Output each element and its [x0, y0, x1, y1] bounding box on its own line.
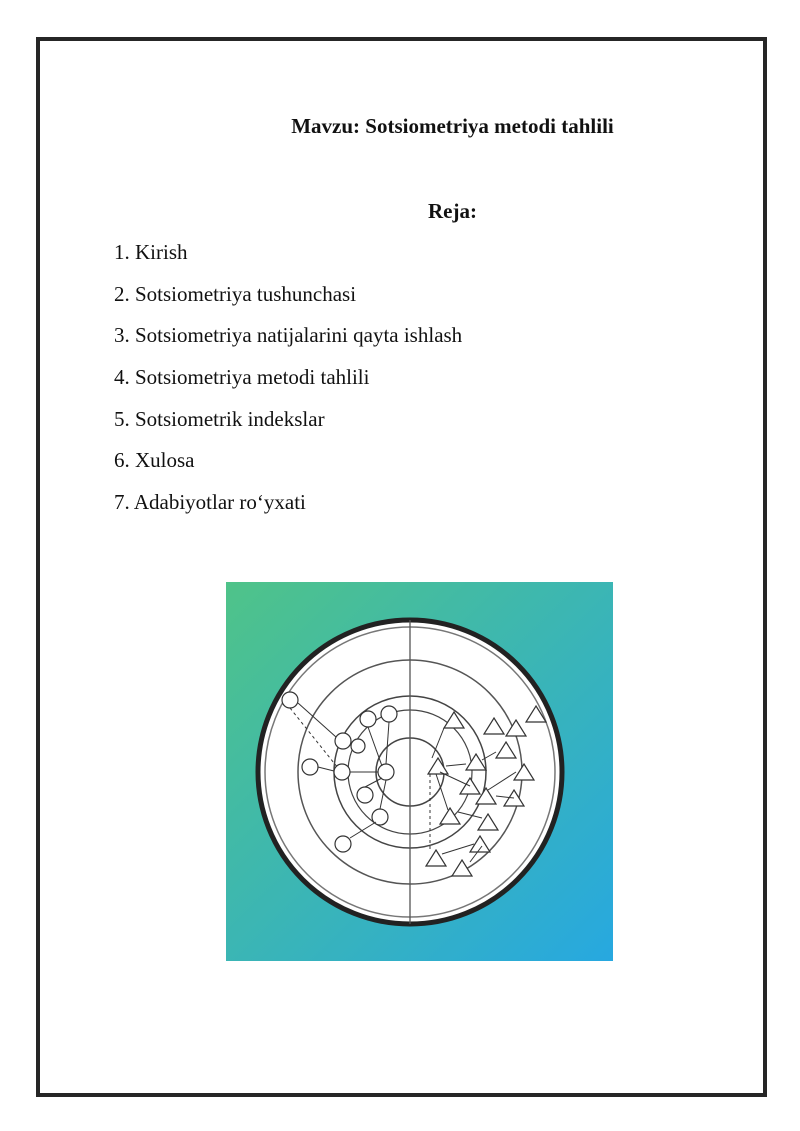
plan-item: 7. Adabiyotlar ro‘yxati [114, 490, 306, 515]
sociogram-image [226, 582, 613, 961]
plan-item: 1. Kirish [114, 240, 188, 264]
plan-item: 6. Xulosa [114, 448, 195, 473]
plan-item: 4. Sotsiometriya metodi tahlili [114, 365, 370, 390]
document-title: Mavzu: Sotsiometriya metodi tahlili [291, 114, 614, 138]
plan-item: 5. Sotsiometrik indekslar [114, 406, 325, 431]
sociogram-figure [226, 582, 613, 961]
plan-heading: Reja: [428, 199, 477, 223]
plan-item: 3. Sotsiometriya natijalarini qayta ishlash [114, 323, 463, 348]
plan-item: 2. Sotsiometriya tushunchasi [114, 281, 357, 306]
plan-list [114, 238, 462, 530]
